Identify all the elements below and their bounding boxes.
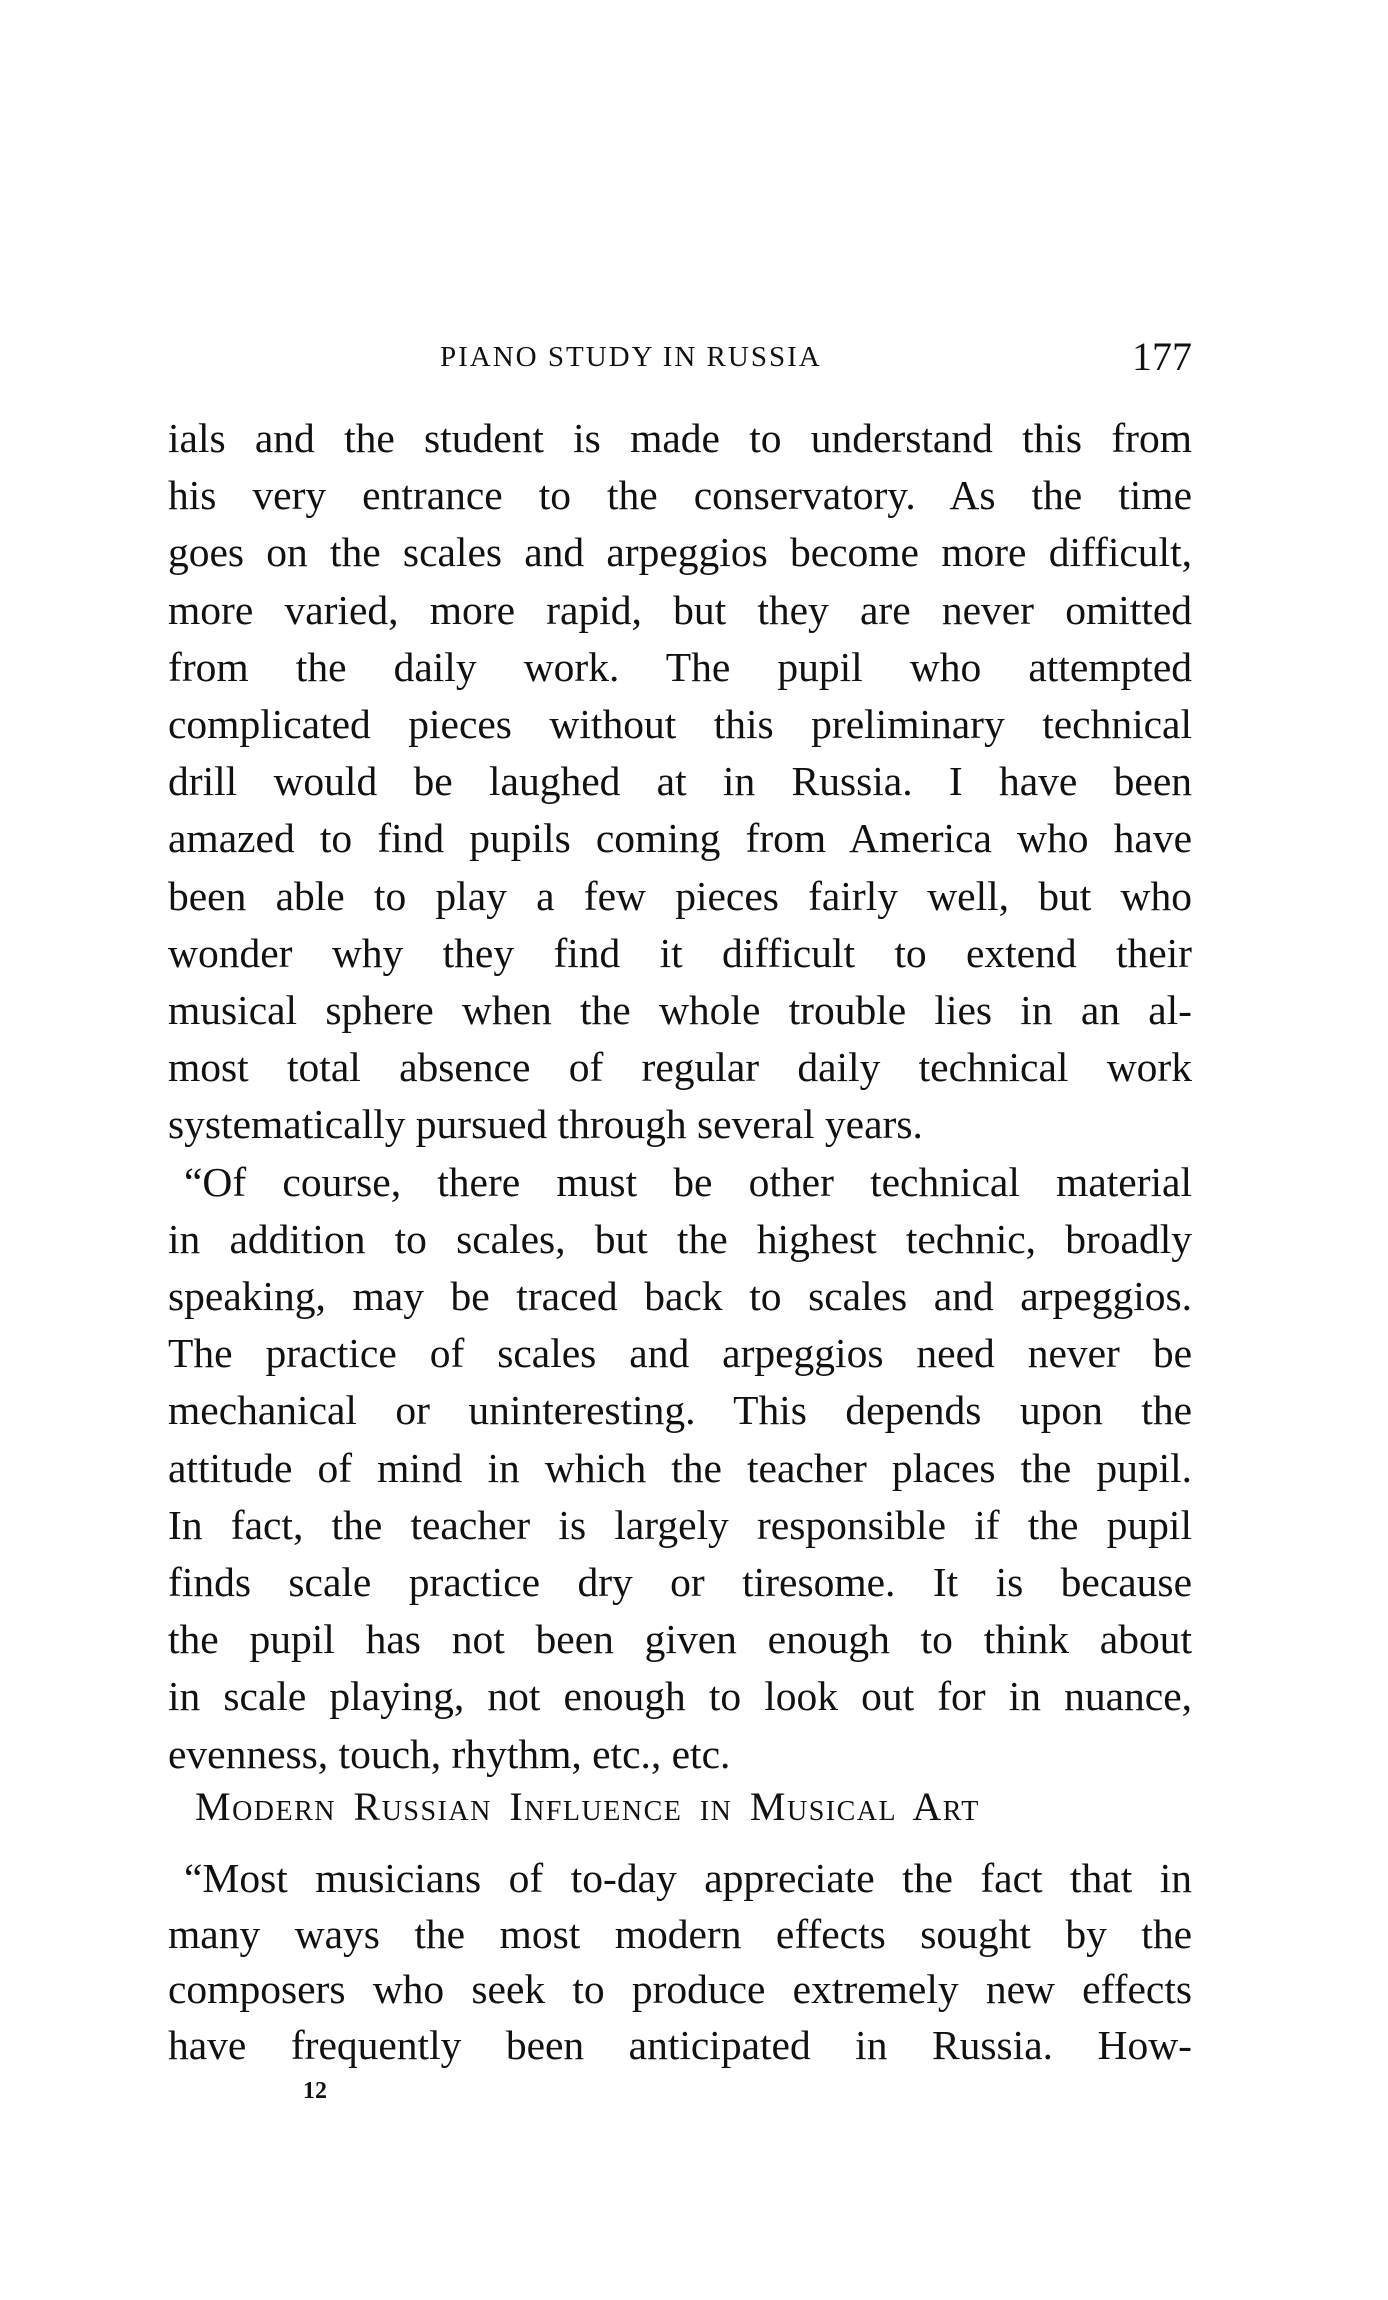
text-line: “Of course, there must be other technical material bbox=[184, 1158, 1192, 1205]
text-line: musical sphere when the whole trouble lies in an al- bbox=[168, 987, 1192, 1033]
text-line: ials and the student is made to understand this from bbox=[168, 415, 1192, 461]
text-line: the pupil has not been given enough to think about bbox=[168, 1616, 1192, 1663]
text-line: evenness, touch, rhythm, etc., etc. bbox=[168, 1730, 731, 1777]
text-line: speaking, may be traced back to scales and arpeggios. bbox=[168, 1273, 1192, 1319]
text-line: most total absence of regular daily technical work bbox=[168, 1044, 1192, 1091]
text-line: complicated pieces without this preliminary technical bbox=[168, 701, 1192, 747]
running-title: PIANO STUDY IN RUSSIA bbox=[440, 341, 822, 373]
text-line: mechanical or uninteresting. This depends upon the bbox=[168, 1387, 1192, 1434]
text-line: goes on the scales and arpeggios become more difficult, bbox=[168, 529, 1192, 576]
text-line: in scale playing, not enough to look out for in nuance, bbox=[168, 1673, 1192, 1720]
text-line: In fact, the teacher is largely responsible if the pupil bbox=[168, 1501, 1192, 1548]
text-line: The practice of scales and arpeggios need never be bbox=[168, 1330, 1192, 1377]
page-number: 177 bbox=[1132, 334, 1192, 379]
text-line: drill would be laughed at in Russia. I have been bbox=[168, 758, 1192, 805]
text-line: wonder why they find it difficult to extend their bbox=[168, 929, 1192, 976]
text-line: have frequently been anticipated in Russia. How- bbox=[168, 2021, 1192, 2068]
text-line: many ways the most modern effects sought by the bbox=[168, 1910, 1192, 1957]
text-line: more varied, more rapid, but they are never omitted bbox=[168, 586, 1192, 633]
text-line: attitude of mind in which the teacher places the pupil. bbox=[168, 1444, 1192, 1491]
running-head bbox=[168, 333, 1192, 383]
signature-mark: 12 bbox=[303, 2078, 327, 2104]
text-line: finds scale practice dry or tiresome. It is because bbox=[168, 1559, 1192, 1605]
text-line: “Most musicians of to-day appreciate the fact that in bbox=[184, 1855, 1192, 1901]
text-line: in addition to scales, but the highest technic, broadly bbox=[168, 1215, 1192, 1262]
text-line: amazed to find pupils coming from America who have bbox=[168, 815, 1192, 862]
text-line: composers who seek to produce extremely new effects bbox=[168, 1966, 1192, 2012]
text-line: from the daily work. The pupil who attempted bbox=[168, 643, 1192, 690]
section-heading: Modern Russian Influence in Musical Art bbox=[195, 1784, 980, 1829]
text-line: his very entrance to the conservatory. As the time bbox=[168, 472, 1192, 519]
text-line: systematically pursued through several years. bbox=[168, 1101, 923, 1148]
text-line: been able to play a few pieces fairly well, but who bbox=[168, 872, 1192, 919]
